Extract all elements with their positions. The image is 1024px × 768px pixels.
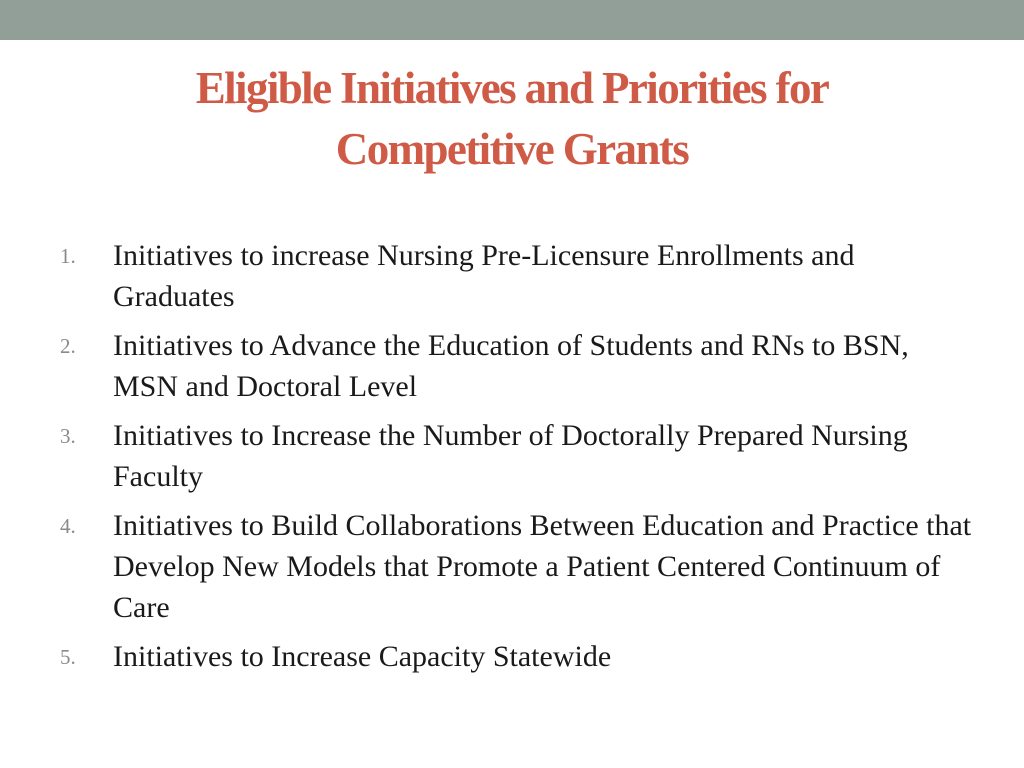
- list-item-number: 3.: [60, 424, 76, 448]
- list-item-number: 4.: [60, 514, 76, 538]
- list-item-5: [0, 636, 973, 677]
- list-item-number: 5.: [60, 645, 76, 669]
- list-item-1: [0, 235, 973, 317]
- slide-title: [60, 58, 964, 180]
- list-item-text: Initiatives to increase Nursing Pre-Licensure Enrollments and Graduates: [113, 239, 855, 313]
- slide-title-line-1: Eligible Initiatives and Priorities for: [195, 63, 829, 113]
- top-accent-bar: [0, 0, 1024, 40]
- list-item-2: [0, 325, 973, 407]
- list-item-number: 1.: [60, 244, 76, 268]
- list-item-text: Initiatives to Advance the Education of Students and RNs to BSN, MSN and Doctoral Level: [113, 329, 909, 403]
- list-item-text: Initiatives to Increase the Number of Doctorally Prepared Nursing Faculty: [113, 419, 908, 493]
- list-item-text: Initiatives to Build Collaborations Between Education and Practice that Develop New Models that Promote a Patient Centered Continuum of Care: [113, 509, 972, 624]
- initiatives-list: [0, 235, 1000, 685]
- list-item-number: 2.: [60, 334, 76, 358]
- list-item-4: [0, 505, 973, 628]
- list-item-3: [0, 415, 973, 497]
- list-item-text: Initiatives to Increase Capacity Statewide: [113, 640, 612, 673]
- slide-title-line-2: Competitive Grants: [335, 124, 689, 174]
